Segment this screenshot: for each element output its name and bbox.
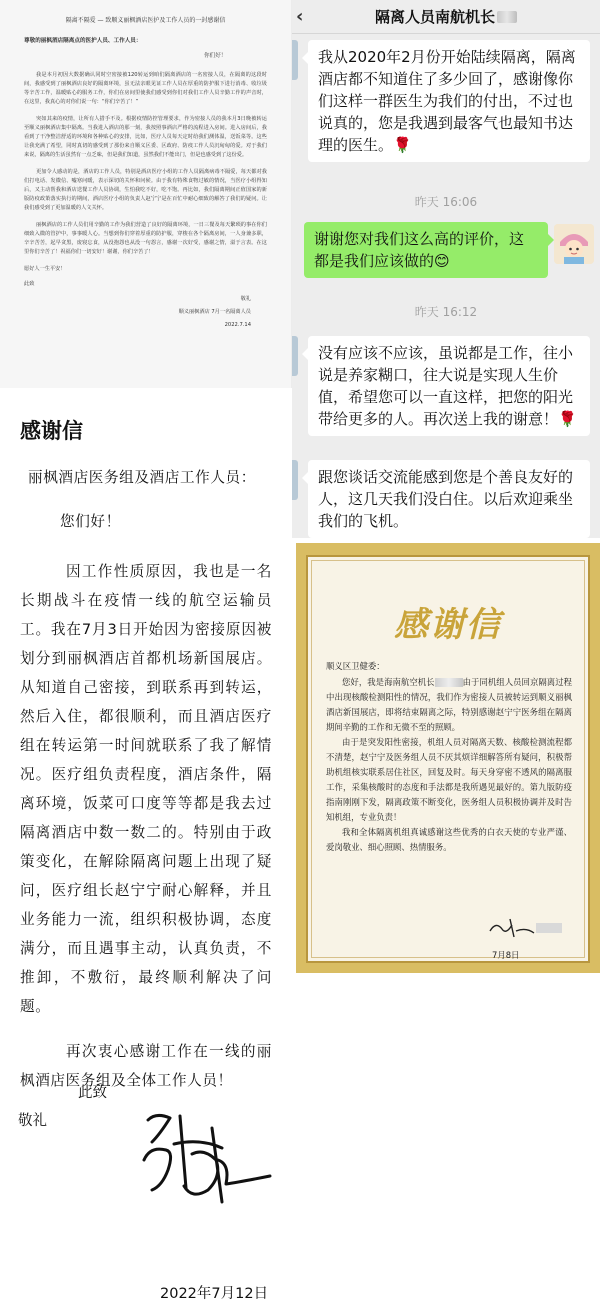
- chat-message-received: 跟您谈话交流能感到您是个善良友好的人，这几天我们没白住。以后欢迎乘坐我们的飞机。: [308, 460, 590, 538]
- letter-2-jingli: 敬礼: [18, 1113, 47, 1129]
- letter-1-jingli: 敬礼: [240, 296, 251, 302]
- certificate-p1-rest: 由于同机组人员回京隔离过程中出现核酸检测阳性的情况，我们作为密接人员被转运到顺义丽枫酒店新国展店，即将结束隔离之际，特别感谢赵宁宁医务组在隔离期间辛勤的工作和无微不至的照顾。: [326, 677, 573, 732]
- letter-1-closing: 愿好人一生平安！: [24, 266, 66, 272]
- letter-1-date: 2022.7.14: [224, 322, 251, 328]
- letter-1-signer: 顺义丽枫酒店 7月一名隔离人员: [178, 309, 251, 315]
- letter-2-ci: 此致: [78, 1085, 107, 1101]
- certificate-paragraph: 由于是突发阳性密接，机组人员对隔离天数、核酸检测流程都不清楚，赵宁宁及医务组人员不厌其烦详细解答所有疑问，积极帮助机组核实联系居住社区，回复及时。每天身穿密不透风的隔离服工作，采集核酸时的态度和手法都是我所遇见最好的。第九版防疫指南刚刚下发，隔离政策不断变化，医务组人员积极协调并及时告知机组，专业负责！: [326, 737, 572, 822]
- chat-title: 隔离人员南航机长: [374, 8, 495, 26]
- chat-message-received: 我从2020年2月份开始陆续隔离，隔离酒店都不知道住了多少回了，感谢像你们这样一群医生为我们的付出，不过也说真的，您是我遇到最客气也最知书达理的医生。🌹: [308, 40, 590, 162]
- contact-avatar[interactable]: [292, 40, 298, 80]
- certificate-paragraph: 我和全体隔离机组真诚感谢这些优秀的白衣天使的专业严谨、爱岗敬业、细心照顾、热情服务。: [326, 827, 572, 852]
- contact-avatar[interactable]: [292, 460, 298, 500]
- chat-timestamp: 昨天 16:12: [414, 305, 478, 319]
- certificate-recipient: 顺义区卫健委：: [326, 661, 385, 671]
- letter-1-paragraph: 突如其来的疫情，让所有人措手不及。根据疫情防控管理要求，作为密接人员的我本月3日晚被转运至顺义丽枫酒店集中隔离。当我进入酒店的那一刻，我按照事酒店严格的流程进入房间。进入房间后，我看到了干净整洁舒适的环境和各种贴心的安排，比如，医疗人员每天定时给我们测体温，送饭菜等。这些让我充满了希望，同时真切的感受到了那份来自顺义区委、区政府、防疫工作人员沉甸甸的爱。对于我们来说，隔离的生活虽然有一点乏味，但是我们知道，虽然我们不能出门，但是也感受到了这份爱。: [24, 116, 267, 158]
- redacted-name: [497, 11, 517, 23]
- certificate-p1-start: 您好，我是海南航空机长: [342, 677, 435, 687]
- letter-1-signature-block: [24, 295, 267, 330]
- certificate-date: 7月8日: [492, 950, 520, 960]
- letter-1-panel: [0, 0, 292, 388]
- letter-2-greeting: 您们好！: [60, 513, 121, 530]
- letter-2-salutation: 丽枫酒店医务组及酒店工作人员：: [28, 469, 256, 486]
- my-avatar[interactable]: [554, 224, 594, 264]
- certificate-body: [326, 659, 572, 855]
- handwritten-signature: [130, 1090, 280, 1220]
- letter-1-ci: 此致: [24, 281, 35, 287]
- letter-1-title: 隔离不隔爱 — 致顺义丽枫酒店医护及工作人员的一封感谢信: [65, 17, 226, 24]
- avatar-girl-icon: [554, 224, 594, 264]
- back-arrow-icon[interactable]: ‹: [296, 6, 304, 27]
- certificate-paragraph: [326, 675, 572, 735]
- letter-2-title: 感谢信: [20, 419, 83, 443]
- contact-avatar[interactable]: [292, 336, 298, 376]
- certificate-title: 感谢信: [394, 605, 502, 645]
- chat-header: [292, 0, 600, 34]
- letter-2-date: 2022年7月12日: [160, 1286, 269, 1302]
- letter-1-paragraph: 我是本月初因大数据确认同时空密接被120转运到咱们隔离酒店的一名密接人员，在隔离的这段时间，我感受到了丽枫酒店良好的隔离环境，虽无法亲眼见证工作人员在厚重的防护服下进行消毒、收垃圾等辛苦工作，温暖贴心的服务工作，你们在房间里使我们感受到你们对我们工作人员辛勤工作的声音时，在这里，我真心的对你们说一句：“你们辛苦了！”: [24, 72, 267, 105]
- certificate-panel: [296, 543, 600, 973]
- letter-1-paragraph: 丽枫酒店的工作人员们用辛勤的工作为我们营造了良好的隔离环境，一日三餐及每天繁琐的事在你们细致入微的管护中，事事暖人心。当想到你们穿着厚重的防护服，穿梭在各个隔离房间，一人身兼多职，辛辛苦苦，起早贪黑，废寝忘食，从没抱怨也从没一句怨言，感谢一次好受，感谢之情，溢于言表。在这里你们辛苦了！祝福你们一切安好！谢谢，你们辛苦了！: [24, 222, 267, 255]
- chat-message-received: 没有应该不应该，虽说都是工作，往小说是养家糊口，往大说是实现人生价值，希望您可以一直这样，把您的阳光带给更多的人。再次送上我的谢意！🌹: [308, 336, 590, 436]
- letter-1-paragraph: 更加令人感动的是，酒店的工作人员，特别是酒店医疗小组的工作人员隔离病毒不隔爱，每天都对我们打电话、发微信、嘘寒问暖，表示深切的关怀和问候。由于我有特殊食物过敏的情况，当医疗小组得知后，又主动帮我和酒店送餐工作人员协调，生怕我吃不好，吃不饱。再比如，我们隔离期间正值国家的新版防疫政策落实执行的期间，酒店医疗小组的负责人赵宁宁是在百忙中耐心细致的解答了我们的疑问。让我们感受到了更加温暖的人文关怀。: [24, 169, 267, 211]
- chat-screenshot: [292, 0, 600, 538]
- redacted-name: [435, 678, 463, 687]
- letter-1-greeting: 你们好！: [204, 53, 227, 59]
- certificate-frame: [306, 555, 590, 963]
- letter-2-paragraph: 再次衷心感谢工作在一线的丽枫酒店医务组及全体工作人员！: [20, 1043, 272, 1089]
- chat-message-sent: 谢谢您对我们这么高的评价，这都是我们应该做的😊: [304, 222, 548, 278]
- letter-1-salutation: 尊敬的丽枫酒店隔离点的医护人员、工作人员：: [24, 38, 142, 44]
- letter-2-paragraph: 因工作性质原因，我也是一名长期战斗在疫情一线的航空运输员工。我在7月3日开始因为密接原因被划分到丽枫酒店首都机场新国展店。从知道自己密接，到联系再到转运，然后入住，都很顺利，而且酒店医疗组在转运第一时间就联系了我了解情况。医疗组负责程度，酒店条件，隔离环境，饭菜可口度等等都是我去过隔离酒店中数一数二的。特别由于政策变化，在解除隔离问题上出现了疑问，医疗组长赵宁宁耐心解释，并且业务能力一流，组织积极协调，态度满分，而且遇事主动，认真负责，不推卸，不敷衍，最终顺利解决了问题。: [20, 563, 272, 1015]
- chat-timestamp: 昨天 16:06: [414, 195, 478, 209]
- letter-2-panel: [0, 388, 292, 1315]
- certificate-signature: [486, 913, 566, 941]
